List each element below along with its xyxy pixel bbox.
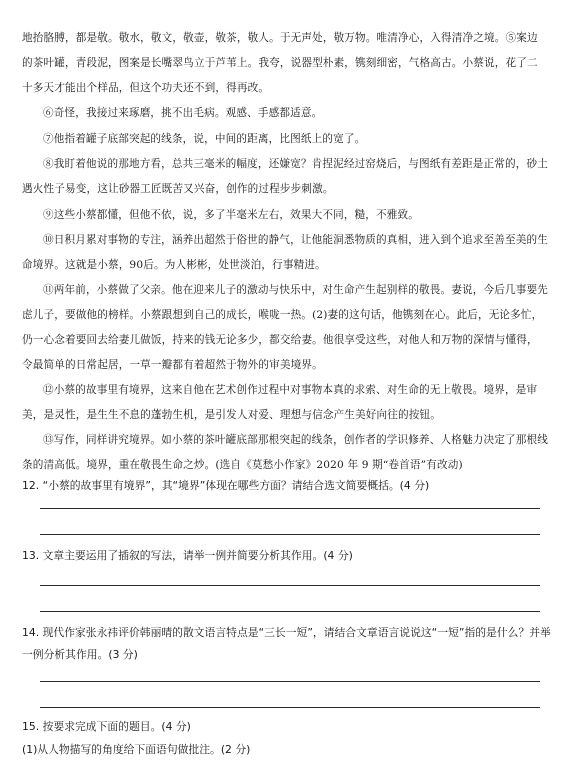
answer-line[interactable] xyxy=(40,707,540,708)
question-15-part-1: (1)从人物描写的角度给下面语句做批注。(2 分) xyxy=(22,743,251,756)
passage-paragraph-12: ⑫小蔡的故事里有境界，这来自他在艺术创作过程中对事物本真的求索、对生命的无上敬畏。境界，是审美，是灵性，是生生不息的蓬勃生机，是引发人对爱、理想与信念产生美好向往的按钮。 xyxy=(22,384,538,421)
passage-paragraph-continued: 地抬胳膊，都是敬。敬水，敬文，敬壶，敬茶，敬人。于无声处，敬万物。唯清净心，入得清净之境。⑤案边的茶叶罐，青段泥，图案是长嘴翠鸟立于芦苇上。我夸，说器型朴素，镌刻细密，气格高古。小蔡说，花了二十多天才能出个样品，但这个功夫还不到，得再改。 xyxy=(22,32,538,94)
passage-paragraph-8: ⑧我盯着他说的那地方看，总共三毫米的幅度，还嫌宽？肯捏泥经过窑烧后，与图纸有差距是正常的，砂土遇火性子易变，这让砂器工匠既苦又兴奋，创作的过程步步刺激。 xyxy=(22,158,548,195)
question-13: 13. 文章主要运用了插叙的写法，请举一例并简要分析其作用。(4 分) xyxy=(22,549,353,562)
answer-line[interactable] xyxy=(40,611,540,612)
question-14: 14. 现代作家张永祎评价韩丽晴的散文语言特点是“三长一短”，请结合文章语言说说这“一短”指的是什么？并举一例分析其作用。(3 分) xyxy=(22,626,551,661)
passage-paragraph-13: ⑬写作，同样讲究境界。如小蔡的茶叶罐底部那根突起的线条，创作者的学识修养、人格魅力决定了那根线条的清高低。境界，重在敬畏生命之炒。(选自《莫愁小作家》2020 年 9 期“卷首语”有改动) xyxy=(22,434,548,471)
question-12: 12. “小蔡的故事里有境界”，其“境界”体现在哪些方面？请结合选文简要概括。(4 分) xyxy=(22,479,430,492)
answer-line[interactable] xyxy=(40,508,540,509)
passage-paragraph-9: ⑨这些小蔡都懂，但他不依，说，多了半毫米左右，效果大不同，糙，不雅致。 xyxy=(43,209,420,221)
question-15: 15. 按要求完成下面的题目。(4 分) xyxy=(22,720,191,733)
passage-paragraph-7: ⑦他指着罐子底部突起的线条，说，中间的距离，比图纸上的宽了。 xyxy=(43,133,366,145)
answer-line[interactable] xyxy=(40,534,540,535)
answer-line[interactable] xyxy=(40,681,540,682)
answer-line[interactable] xyxy=(40,585,540,586)
passage-paragraph-11: ⑪两年前，小蔡做了父亲。他在迎来儿子的激动与快乐中，对生命产生起别样的敬畏。妻说，今后几事要先虑儿子，要做他的榜样。小蔡跟想到自己的成长，喉咙一热。(2)妻的这句话，他镌刻在心。此后，无论多忙，仍一心念着要回去给妻儿做饭，持来的钱无论多少，都交给妻。他很享受这些，对他人和万物的深情与懂得，令最简单的日常起居，一草一瓣都有着超然于物外的审美境界。 xyxy=(22,284,548,371)
passage-paragraph-6: ⑥奇怪，我接过来琢磨，挑不出毛病。观感、手感都适意。 xyxy=(43,107,323,119)
passage-paragraph-10: ⑩日积月累对事物的专注，涵养出超然于俗世的静气，让他能洞悉物质的真相，进入到个追求至善至美的生命境界。这就是小蔡，90后。为人彬彬，处世淡泊，行事精进。 xyxy=(22,234,548,271)
